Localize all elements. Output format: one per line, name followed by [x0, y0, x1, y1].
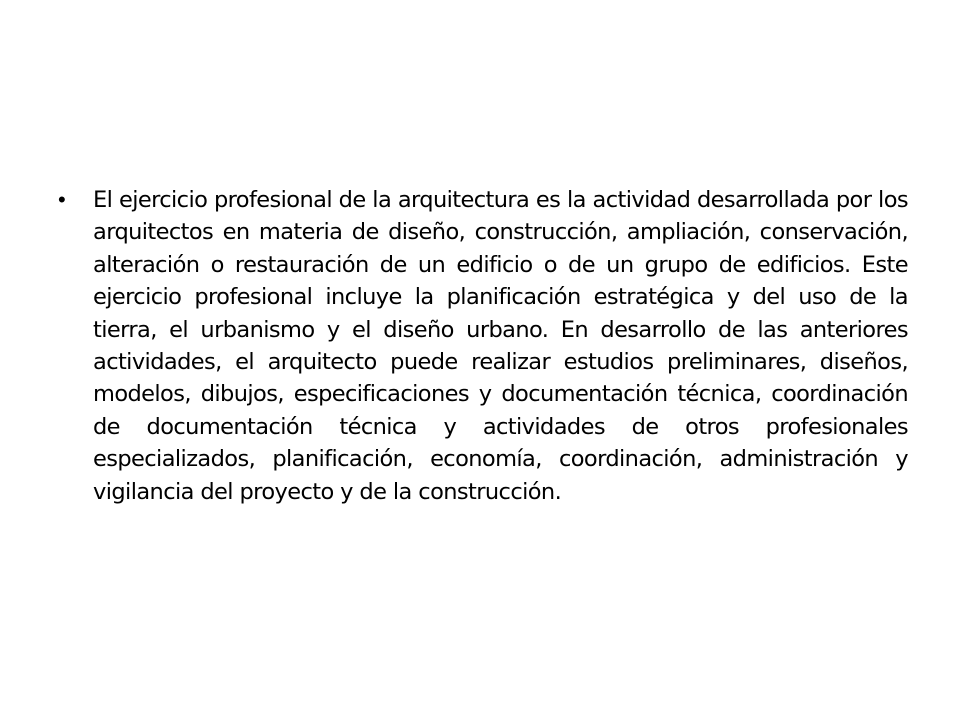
slide-content: [58, 184, 908, 508]
bullet-item: [58, 184, 908, 508]
bullet-point-icon: •: [58, 187, 66, 212]
bullet-paragraph: El ejercicio profesional de la arquitectura es la actividad desarrollada por los arquitectos en materia de diseño, construcción, ampliación, conservación, alteración o restauración de un edificio o de un grupo de edificios. Este ejercicio profesional incluye la planificación estratégica y del uso de la tierra, el urbanismo y el diseño urbano. En desarrollo de las anteriores actividades, el arquitecto puede realizar estudios preliminares, diseños, modelos, dibujos, especificaciones y documentación técnica, coordinación de documentación técnica y actividades de otros profesionales especializados, planificación, economía, coordinación, administración y vigilancia del proyecto y de la construcción.: [93, 187, 908, 505]
